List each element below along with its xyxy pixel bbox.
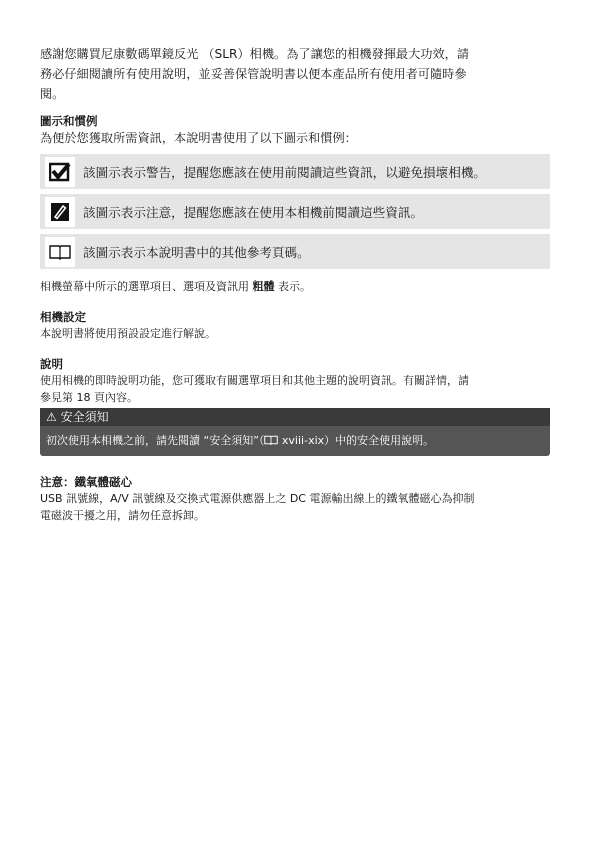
ferrite-heading: 注意：鐵氧體磁心 xyxy=(40,475,132,489)
ferrite-paragraph xyxy=(40,490,550,524)
menu-note-bold: 粗體 xyxy=(252,280,275,293)
camera-settings-heading: 相機設定 xyxy=(40,310,86,324)
warning-notice xyxy=(40,154,550,189)
caution-notice-text: 該圖示表示注意，提醒您應該在使用本相機前閱讀這些資訊。 xyxy=(83,205,424,220)
check-mark-icon xyxy=(45,157,75,187)
menu-note xyxy=(40,278,550,295)
safety-text-end: ）中的安全使用說明。 xyxy=(324,434,435,447)
safety-page-ref: xviii-xix xyxy=(281,434,325,447)
book-reference-icon xyxy=(264,434,278,447)
menu-note-text-end: 表示。 xyxy=(274,280,311,293)
icons-description: 為便於您獲取所需資訊，本說明書使用了以下圖示和慣例： xyxy=(40,131,357,145)
safety-header xyxy=(40,408,550,426)
caution-notice xyxy=(40,194,550,229)
warning-triangle-icon: ⚠ xyxy=(46,410,57,424)
intro-line: 閱。 xyxy=(40,87,65,101)
camera-settings-text: 本說明書將使用預設設定進行解說。 xyxy=(40,327,216,340)
safety-text-start: 初次使用本相機之前，請先閱讀 “安全須知”（ xyxy=(46,434,265,447)
help-line: 參見第 18 頁內容。 xyxy=(40,391,138,404)
warning-notice-text: 該圖示表示警告，提醒您應該在使用前閱讀這些資訊，以避免損壞相機。 xyxy=(83,165,486,180)
safety-text xyxy=(40,426,550,456)
reference-notice xyxy=(40,234,550,269)
book-icon xyxy=(45,237,75,267)
help-paragraph xyxy=(40,372,550,406)
intro-line: 務必仔細閱讀所有使用說明，並妥善保管說明書以便本產品所有使用者可隨時參 xyxy=(40,67,467,81)
intro-line: 感謝您購買尼康數碼單鏡反光 （SLR）相機。為了讓您的相機發揮最大功效，請 xyxy=(40,47,470,61)
manual-page xyxy=(40,44,550,524)
menu-note-text: 相機螢幕中所示的選單項目、選項及資訊用 xyxy=(40,280,253,293)
safety-title: 安全須知 xyxy=(60,410,109,424)
reference-notice-text: 該圖示表示本說明書中的其他參考頁碼。 xyxy=(83,245,310,260)
safety-box xyxy=(40,408,550,456)
help-heading: 說明 xyxy=(40,357,63,371)
intro-paragraph xyxy=(40,44,550,104)
icons-heading: 圖示和慣例 xyxy=(40,114,98,128)
help-line: 使用相機的即時說明功能，您可獲取有關選單項目和其他主題的說明資訊。有關詳情，請 xyxy=(40,374,469,387)
pencil-icon xyxy=(45,197,75,227)
ferrite-line: 電磁波干擾之用，請勿任意拆卸。 xyxy=(40,509,205,522)
ferrite-line: USB 訊號線，A/V 訊號線及交換式電源供應器上之 DC 電源輸出線上的鐵氧體磁心為抑制 xyxy=(40,492,475,505)
